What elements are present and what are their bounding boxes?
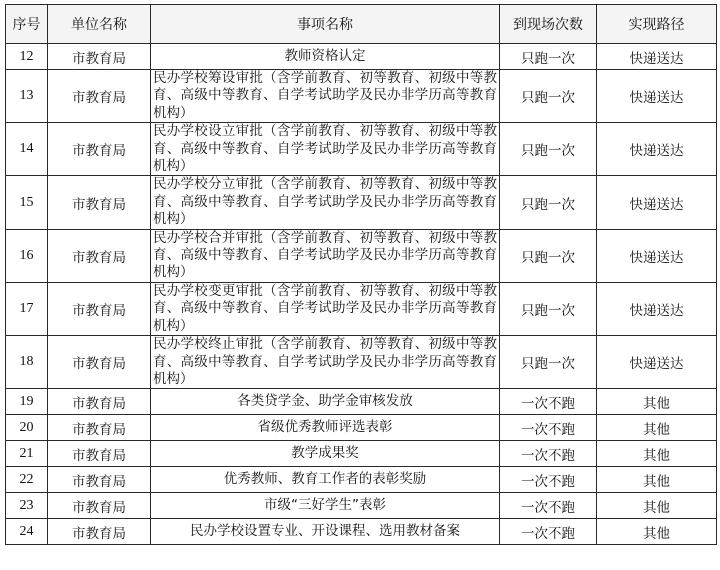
cell-item: 民办学校变更审批（含学前教育、初等教育、初级中等教育、高级中等教育、自学考试助学及民办非学历高等教育机构）	[151, 282, 500, 335]
header-path: 实现路径	[597, 5, 717, 44]
cell-visits: 只跑一次	[500, 176, 597, 229]
header-visits: 到现场次数	[500, 5, 597, 44]
cell-seq: 22	[6, 467, 48, 493]
cell-unit: 市教育局	[48, 493, 151, 519]
cell-unit: 市教育局	[48, 441, 151, 467]
cell-seq: 15	[6, 176, 48, 229]
cell-unit: 市教育局	[48, 336, 151, 389]
cell-visits: 一次不跑	[500, 441, 597, 467]
cell-unit: 市教育局	[48, 123, 151, 176]
cell-seq: 14	[6, 123, 48, 176]
header-unit: 单位名称	[48, 5, 151, 44]
header-seq: 序号	[6, 5, 48, 44]
cell-unit: 市教育局	[48, 519, 151, 545]
table-row	[6, 70, 717, 123]
cell-unit: 市教育局	[48, 415, 151, 441]
cell-visits: 一次不跑	[500, 467, 597, 493]
cell-path: 快递送达	[597, 336, 717, 389]
cell-seq: 23	[6, 493, 48, 519]
cell-seq: 21	[6, 441, 48, 467]
cell-seq: 20	[6, 415, 48, 441]
table-row	[6, 415, 717, 441]
table-row	[6, 176, 717, 229]
cell-unit: 市教育局	[48, 389, 151, 415]
cell-unit: 市教育局	[48, 467, 151, 493]
table-row	[6, 493, 717, 519]
header-item: 事项名称	[151, 5, 500, 44]
cell-item: 民办学校筹设审批（含学前教育、初等教育、初级中等教育、高级中等教育、自学考试助学及民办非学历高等教育机构）	[151, 70, 500, 123]
cell-visits: 只跑一次	[500, 44, 597, 70]
cell-item: 民办学校终止审批（含学前教育、初等教育、初级中等教育、高级中等教育、自学考试助学及民办非学历高等教育机构）	[151, 336, 500, 389]
table-row	[6, 282, 717, 335]
cell-path: 快递送达	[597, 176, 717, 229]
cell-unit: 市教育局	[48, 229, 151, 282]
table-row	[6, 123, 717, 176]
cell-visits: 一次不跑	[500, 493, 597, 519]
cell-seq: 18	[6, 336, 48, 389]
cell-seq: 13	[6, 70, 48, 123]
cell-item: 各类贷学金、助学金审核发放	[151, 389, 500, 415]
cell-item: 民办学校设立审批（含学前教育、初等教育、初级中等教育、高级中等教育、自学考试助学及民办非学历高等教育机构）	[151, 123, 500, 176]
cell-item: 优秀教师、教育工作者的表彰奖励	[151, 467, 500, 493]
cell-unit: 市教育局	[48, 176, 151, 229]
cell-seq: 19	[6, 389, 48, 415]
cell-path: 快递送达	[597, 282, 717, 335]
cell-seq: 16	[6, 229, 48, 282]
cell-unit: 市教育局	[48, 282, 151, 335]
cell-visits: 一次不跑	[500, 415, 597, 441]
table-row	[6, 229, 717, 282]
cell-item: 民办学校分立审批（含学前教育、初等教育、初级中等教育、高级中等教育、自学考试助学及民办非学历高等教育机构）	[151, 176, 500, 229]
cell-path: 快递送达	[597, 123, 717, 176]
cell-path: 其他	[597, 415, 717, 441]
cell-path: 快递送达	[597, 229, 717, 282]
cell-visits: 只跑一次	[500, 123, 597, 176]
table-row	[6, 389, 717, 415]
cell-seq: 12	[6, 44, 48, 70]
service-items-table	[5, 4, 717, 545]
cell-visits: 只跑一次	[500, 229, 597, 282]
cell-visits: 一次不跑	[500, 389, 597, 415]
table-row	[6, 519, 717, 545]
cell-unit: 市教育局	[48, 70, 151, 123]
cell-item: 教学成果奖	[151, 441, 500, 467]
table-row	[6, 336, 717, 389]
header-row	[6, 5, 717, 44]
cell-path: 其他	[597, 493, 717, 519]
cell-item: 省级优秀教师评选表彰	[151, 415, 500, 441]
cell-path: 其他	[597, 467, 717, 493]
cell-seq: 24	[6, 519, 48, 545]
cell-visits: 只跑一次	[500, 282, 597, 335]
cell-path: 快递送达	[597, 44, 717, 70]
cell-path: 其他	[597, 441, 717, 467]
cell-path: 快递送达	[597, 70, 717, 123]
cell-item: 市级“三好学生”表彰	[151, 493, 500, 519]
table-row	[6, 467, 717, 493]
cell-unit: 市教育局	[48, 44, 151, 70]
cell-visits: 只跑一次	[500, 70, 597, 123]
cell-item: 民办学校合并审批（含学前教育、初等教育、初级中等教育、高级中等教育、自学考试助学及民办非学历高等教育机构）	[151, 229, 500, 282]
cell-item: 教师资格认定	[151, 44, 500, 70]
table-row	[6, 441, 717, 467]
table-row	[6, 44, 717, 70]
cell-seq: 17	[6, 282, 48, 335]
cell-visits: 一次不跑	[500, 519, 597, 545]
cell-visits: 只跑一次	[500, 336, 597, 389]
cell-path: 其他	[597, 389, 717, 415]
cell-path: 其他	[597, 519, 717, 545]
cell-item: 民办学校设置专业、开设课程、选用教材备案	[151, 519, 500, 545]
